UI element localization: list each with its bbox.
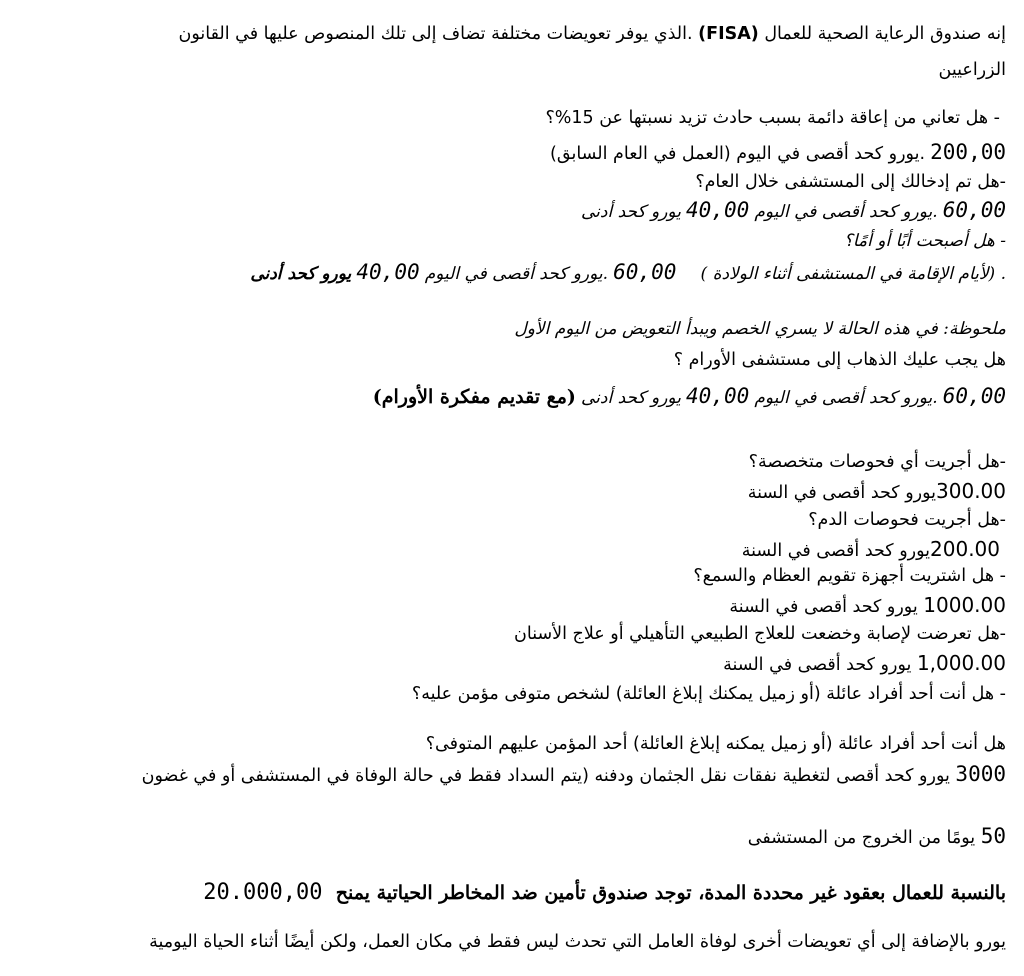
devices-amount: 1000.00 — [923, 593, 1006, 617]
hospital-max-text: .يورو كحد أقصى في اليوم — [754, 202, 938, 222]
oncology-amount-line — [14, 384, 1006, 409]
hospital-amount-line — [14, 198, 1006, 223]
intro-text-b: .الذي يوفر تعويضات مختلفة تضاف إلى تلك المنصوص عليها في القانون — [178, 24, 693, 44]
oncology-min: 40,00 — [686, 384, 750, 408]
blood-question: -هل أجريت فحوصات الدم؟ — [808, 510, 1006, 530]
family-question: - هل أنت أحد أفراد عائلة (أو زميل يمكنك إبلاغ العائلة) لشخص متوفى مؤمن عليه؟ — [411, 684, 1006, 704]
injury-amount-text: يورو كحد أقصى في السنة — [723, 655, 917, 675]
family2-amount-text: يورو كحد أقصى لتغطية نفقات نقل الجثمان ودفنه (يتم السداد فقط في حالة الوفاة في المستشفى أو في غضون — [141, 766, 956, 786]
parent-min: 40,00 — [356, 260, 420, 284]
hospital-min-text: يورو كحد أدنى — [581, 202, 681, 222]
hospital-min: 40,00 — [686, 198, 750, 222]
parent-amount-line — [14, 260, 1006, 285]
parent-question: - هل أصبحت أبًا أو أمًا؟ — [843, 231, 1006, 251]
life-text: بالنسبة للعمال بعقود غير محددة المدة، توجد صندوق تأمين ضد المخاطر الحياتية يمنح — [335, 882, 1006, 904]
parent-min-text: يورو كحد أدنى — [250, 264, 352, 284]
intro-line-1 — [14, 24, 1006, 44]
injury-amount: 1,000.00 — [916, 651, 1006, 675]
disability-amount-line — [14, 140, 1006, 164]
oncology-max-text: .يورو كحد أقصى في اليوم — [754, 388, 938, 408]
last-line: يورو بالإضافة إلى أي تعويضات أخرى لوفاة العامل التي تحدث ليس فقط في مكان العمل، ولكن أيضًا أثناء الحياة اليومية — [149, 932, 1006, 952]
devices-amount-text: يورو كحد أقصى في السنة — [729, 597, 924, 617]
intro-line-2: الزراعيين — [938, 60, 1006, 80]
exams-amount-line — [14, 480, 1006, 503]
exams-question: -هل أجريت أي فحوصات متخصصة؟ — [748, 452, 1006, 472]
life-amount: 20.000,00 — [203, 880, 336, 905]
parent-prefix: . (لأيام الإقامة في المستشفى أثناء الولادة ) — [700, 264, 1006, 284]
blood-amount-text: يورو كحد أقصى في السنة — [741, 541, 931, 561]
disability-amount: 200,00 — [930, 140, 1006, 164]
oncology-question: هل يجب عليك الذهاب إلى مستشفى الأورام ؟ — [673, 350, 1006, 370]
days-line — [14, 824, 1006, 848]
blood-amount-line — [14, 538, 1000, 561]
hospital-max: 60,00 — [942, 198, 1006, 222]
disability-question: - هل تعاني من إعاقة دائمة بسبب حادث تزيد نسبتها عن 15%؟ — [545, 108, 1000, 128]
oncology-suffix: (مع تقديم مفكرة الأورام) — [372, 386, 576, 408]
life-line — [14, 880, 1006, 905]
intro-text-a: إنه صندوق الرعاية الصحية للعمال — [764, 24, 1006, 44]
exams-amount: 300.00 — [936, 479, 1006, 503]
devices-amount-line — [14, 594, 1006, 617]
parent-max-text: .يورو كحد أقصى في اليوم — [424, 264, 609, 284]
hospital-question: -هل تم إدخالك إلى المستشفى خلال العام؟ — [695, 172, 1006, 192]
oncology-max: 60,00 — [942, 384, 1006, 408]
days-amount: 50 — [980, 824, 1006, 848]
blood-amount: 200.00 — [930, 537, 1000, 561]
oncology-min-text: يورو كحد أدنى — [581, 388, 681, 408]
family2-amount-line — [14, 762, 1006, 786]
fisa-label: (FISA) — [698, 24, 759, 44]
injury-amount-line — [14, 652, 1006, 675]
parent-max: 60,00 — [613, 260, 677, 284]
family2-amount: 3000 — [955, 762, 1006, 786]
devices-question: - هل اشتريت أجهزة تقويم العظام والسمع؟ — [693, 566, 1006, 586]
injury-question: -هل تعرضت لإصابة وخضعت للعلاج الطبيعي التأهيلي أو علاج الأسنان — [514, 624, 1006, 644]
disability-amount-text: .يورو كحد أقصى في اليوم (العمل في العام السابق) — [550, 144, 926, 164]
exams-amount-text: يورو كحد أقصى في السنة — [747, 483, 937, 503]
family2-question: هل أنت أحد أفراد عائلة (أو زميل يمكنه إبلاغ العائلة) أحد المؤمن عليهم المتوفى؟ — [425, 734, 1006, 754]
days-text: يومًا من الخروج من المستشفى — [747, 828, 981, 848]
note-text: ملحوظة: في هذه الحالة لا يسري الخصم ويبدأ التعويض من اليوم الأول — [514, 319, 1006, 339]
